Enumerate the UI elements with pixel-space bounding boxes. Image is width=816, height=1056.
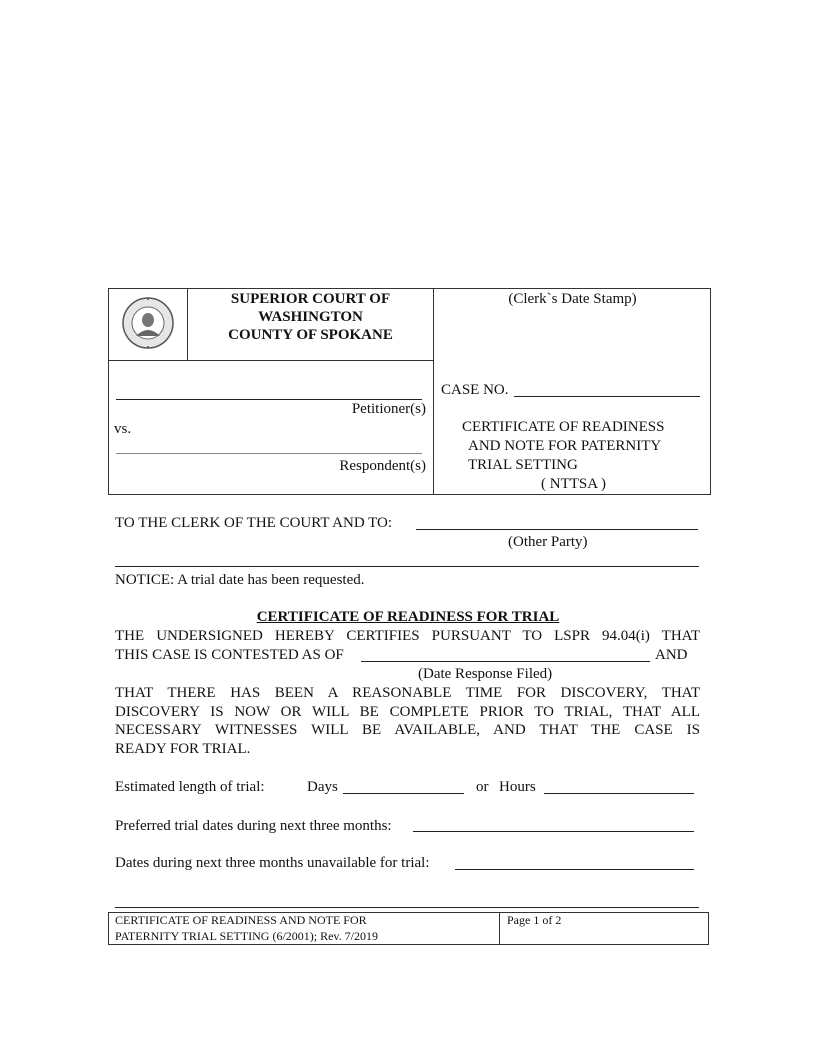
document-title-line4: ( NTTSA ) [541, 476, 606, 492]
certificate-line1: THE UNDERSIGNED HEREBY CERTIFIES PURSUANT TO LSPR 94.04(i) THAT [115, 628, 700, 644]
estimated-length-label: Estimated length of trial: [115, 779, 265, 795]
document-title-line3: TRIAL SETTING [468, 457, 578, 473]
court-name-line1: SUPERIOR COURT OF [230, 291, 391, 307]
date-response-caption: (Date Response Filed) [418, 666, 553, 682]
court-name [188, 290, 433, 344]
court-name-line2: WASHINGTON [258, 309, 363, 325]
certificate-para-line4: READY FOR TRIAL. [115, 741, 251, 757]
preferred-dates-label: Preferred trial dates during next three months: [115, 818, 392, 834]
petitioner-label: Petitioner(s) [351, 401, 426, 417]
caption-vertical-divider [433, 288, 434, 495]
certificate-para-line2: DISCOVERY IS NOW OR WILL BE COMPLETE PRIOR TO TRIAL, THAT ALL [115, 704, 700, 720]
footer-separator-line [115, 907, 699, 908]
unavailable-dates-label: Dates during next three months unavailable for trial: [115, 855, 430, 871]
certificate-para-line1: THAT THERE HAS BEEN A REASONABLE TIME FOR DISCOVERY, THAT [115, 685, 700, 701]
court-box-bottom-border [108, 360, 434, 361]
days-field[interactable] [343, 793, 464, 794]
hours-label: Hours [499, 779, 536, 795]
document-title-line2: AND NOTE FOR PATERNITY [468, 438, 662, 454]
preferred-dates-field[interactable] [413, 831, 694, 832]
case-no-label: CASE NO. [441, 382, 509, 398]
unavailable-dates-field[interactable] [455, 869, 694, 870]
to-clerk-label: TO THE CLERK OF THE COURT AND TO: [115, 515, 393, 531]
respondent-label: Respondent(s) [339, 458, 426, 474]
vs-label: vs. [114, 421, 132, 437]
other-party-caption: (Other Party) [508, 534, 588, 550]
certificate-para-line3: NECESSARY WITNESSES WILL BE AVAILABLE, AND THAT THE CASE IS [115, 722, 700, 738]
clerk-date-stamp-label: (Clerk`s Date Stamp) [508, 291, 637, 307]
contested-prefix: THIS CASE IS CONTESTED AS OF [115, 647, 344, 663]
court-name-line3: COUNTY OF SPOKANE [228, 327, 393, 343]
form-name-line1: CERTIFICATE OF READINESS AND NOTE FOR [115, 913, 367, 927]
or-label: or [476, 779, 489, 795]
other-party-field[interactable] [416, 529, 698, 530]
contested-suffix: AND [655, 647, 688, 663]
notice-separator-line [115, 566, 699, 567]
form-name-line2: PATERNITY TRIAL SETTING (6/2001); Rev. 7/2019 [115, 929, 378, 943]
page-number: Page 1 of 2 [507, 913, 562, 927]
document-title-line1: CERTIFICATE OF READINESS [462, 419, 665, 435]
certificate-heading: CERTIFICATE OF READINESS FOR TRIAL [256, 609, 560, 625]
hours-field[interactable] [544, 793, 694, 794]
footer-divider [499, 912, 500, 945]
date-response-field[interactable] [361, 661, 650, 662]
court-seal-icon [121, 295, 175, 351]
notice-text: NOTICE: A trial date has been requested. [115, 572, 365, 588]
respondent-name-line[interactable] [116, 453, 422, 454]
days-label: Days [307, 779, 338, 795]
case-no-field[interactable] [514, 396, 700, 397]
